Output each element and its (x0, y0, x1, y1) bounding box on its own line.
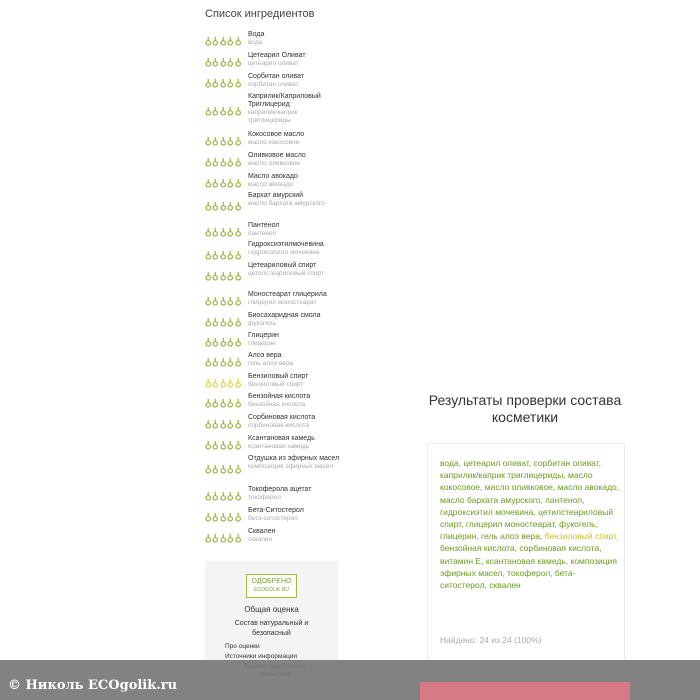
drop-icon (227, 419, 233, 429)
drop-icon (212, 36, 218, 46)
ingredient-name[interactable]: Цетеариловый спирт (248, 262, 317, 269)
drop-icon (235, 106, 241, 116)
drop-icon (205, 378, 211, 388)
drop-icon (205, 317, 211, 327)
ingredient-inci: цетилстеариловый спирт (248, 270, 324, 277)
drop-icon (212, 227, 218, 237)
approved-badge (246, 574, 297, 598)
drop-icon (212, 440, 218, 450)
drop-icon (205, 398, 211, 408)
ingredient-name[interactable]: Вода (248, 31, 265, 38)
drop-icon (220, 533, 226, 543)
drop-icon (205, 157, 211, 167)
rating-icons (205, 225, 241, 237)
ingredients-title: Список ингредиентов (205, 8, 315, 20)
drop-icon (205, 201, 211, 211)
drop-icon (212, 337, 218, 347)
drop-icon (212, 106, 218, 116)
drop-icon (220, 136, 226, 146)
drop-icon (205, 36, 211, 46)
drop-icon (227, 136, 233, 146)
ingredient-name[interactable]: Цетеарил Оливат (248, 52, 306, 59)
rating-icons (205, 155, 241, 167)
drop-icon (205, 357, 211, 367)
badge-line2: ECOGOLIK.RU (254, 587, 289, 593)
ingredient-text (248, 93, 340, 124)
drop-icon (220, 378, 226, 388)
drop-icon (227, 378, 233, 388)
drop-icon (220, 36, 226, 46)
ingredient-text (248, 373, 340, 389)
about-ratings-link[interactable]: Про оценки (225, 643, 260, 650)
drop-icon (235, 533, 241, 543)
ingredient-text (248, 435, 340, 451)
ingredient-inci: сорбитан оливат (248, 81, 299, 88)
ingredient-name[interactable]: Оливковое масло (248, 152, 306, 159)
rating-icons (205, 489, 241, 501)
ingredient-name[interactable]: Бархат амурский (248, 192, 304, 199)
ingredient-inci: бензиловый спирт (248, 381, 304, 388)
ingredient-inci: бензойная кислота (248, 401, 306, 408)
ingredient-text (248, 73, 340, 89)
ingredient-inci: токоферол (248, 494, 281, 501)
ingredient-inci: сорбиновая кислота (248, 422, 310, 429)
drop-icon (205, 533, 211, 543)
drop-icon (235, 57, 241, 67)
ingredient-text (248, 222, 340, 238)
rating-icons (205, 104, 241, 116)
ingredient-text (248, 486, 340, 502)
drop-icon (235, 440, 241, 450)
ingredient-text (248, 352, 340, 368)
ingredient-inci: вода (248, 39, 263, 46)
drop-icon (220, 106, 226, 116)
drop-icon (235, 250, 241, 260)
ingredient-name[interactable]: Сорбитан оливат (248, 73, 304, 80)
drop-icon (212, 419, 218, 429)
drop-icon (235, 419, 241, 429)
results-text-before: вода, цетеарил оливат, сорбитан оливат, каприлик/каприк триглицериды, масло кокосовое, масло оливковое, масло авокадо, масло бархата амурского, пантенол, гидроксиэтил мочевина, цетилстеариловый спирт, глицерил моностеарат, фукогель, глицерин, гель алоэ вера, (440, 458, 620, 542)
rating-icons (205, 417, 241, 429)
ingredient-inci: гель алоэ вера (248, 360, 294, 367)
drop-icon (205, 78, 211, 88)
drop-icon (220, 357, 226, 367)
drop-icon (220, 398, 226, 408)
ingredient-text (248, 131, 340, 147)
ingredient-text (248, 455, 340, 471)
ingredient-inci: масло оливковое (248, 160, 301, 167)
ingredient-inci: ксантановая камедь (248, 443, 310, 450)
drop-icon (205, 419, 211, 429)
drop-icon (227, 464, 233, 474)
rating-icons (205, 34, 241, 46)
ingredient-name[interactable]: Бензиловый спирт (248, 373, 309, 380)
drop-icon (212, 464, 218, 474)
footer-button[interactable] (420, 682, 630, 700)
drop-icon (212, 491, 218, 501)
drop-icon (220, 440, 226, 450)
drop-icon (227, 250, 233, 260)
drop-icon (220, 464, 226, 474)
ingredient-text (248, 173, 340, 189)
rating-icons (205, 376, 241, 388)
drop-icon (212, 533, 218, 543)
ingredient-inci: гидроксиэтил мочевина (248, 249, 320, 256)
ingredient-name[interactable]: Гидроксиэтилмочевина (248, 241, 324, 248)
ingredient-text (248, 152, 340, 168)
ingredient-inci: сквален (248, 536, 273, 543)
ingredient-text (248, 312, 340, 328)
drop-icon (212, 57, 218, 67)
ingredient-inci: масло бархата амурского (248, 200, 325, 207)
drop-icon (220, 491, 226, 501)
drop-icon (205, 136, 211, 146)
drop-icon (205, 464, 211, 474)
drop-icon (235, 201, 241, 211)
ingredient-name[interactable]: Пантенол (248, 222, 280, 229)
ingredient-inci: масло авокадо (248, 181, 294, 188)
ingredient-text (248, 241, 340, 257)
ingredient-text (248, 507, 340, 523)
drop-icon (220, 250, 226, 260)
drop-icon (227, 357, 233, 367)
drop-icon (220, 57, 226, 67)
rating-icons (205, 531, 241, 543)
ingredient-inci: цетеарил оливат (248, 60, 299, 67)
drop-icon (205, 227, 211, 237)
rating-icons (205, 134, 241, 146)
ingredient-inci: каприлик/каприк триглицериды (248, 109, 298, 124)
drop-icon (205, 512, 211, 522)
drop-icon (235, 357, 241, 367)
rating-icons (205, 176, 241, 188)
drop-icon (227, 512, 233, 522)
ingredient-name[interactable]: Глицерин (248, 332, 279, 339)
ingredient-text (248, 332, 340, 348)
drop-icon (205, 296, 211, 306)
drop-icon (227, 78, 233, 88)
rating-icons (205, 510, 241, 522)
drop-icon (227, 227, 233, 237)
ingredient-text (248, 31, 340, 47)
drop-icon (227, 491, 233, 501)
drop-icon (205, 106, 211, 116)
ingredient-text (248, 192, 340, 208)
drop-icon (212, 398, 218, 408)
overall-label: Общая оценка (244, 605, 299, 614)
drop-icon (212, 78, 218, 88)
rating-icons (205, 438, 241, 450)
rating-icons (205, 355, 241, 367)
drop-icon (205, 271, 211, 281)
drop-icon (235, 78, 241, 88)
drop-icon (212, 296, 218, 306)
drop-icon (220, 512, 226, 522)
ingredient-inci: фукогель (248, 320, 276, 327)
drop-icon (227, 201, 233, 211)
ingredient-name[interactable]: Кокосовое масло (248, 131, 305, 138)
rating-icons (205, 396, 241, 408)
drop-icon (235, 178, 241, 188)
results-ingredients-text (440, 457, 620, 591)
results-title: Результаты проверки состава косметики (428, 392, 622, 425)
rating-icons (205, 335, 241, 347)
drop-icon (212, 201, 218, 211)
ingredient-name[interactable]: Сквален (248, 528, 276, 535)
drop-icon (212, 136, 218, 146)
results-text-after: бензойная кислота, сорбиновая кислота, витамин Е, ксантановая камедь, композиция эфирных масел, токоферол, бета-ситостерол, сквален (440, 543, 617, 591)
drop-icon (227, 57, 233, 67)
drop-icon (212, 178, 218, 188)
drop-icon (235, 317, 241, 327)
drop-icon (235, 157, 241, 167)
drop-icon (212, 250, 218, 260)
rating-icons (205, 199, 241, 211)
drop-icon (235, 337, 241, 347)
natural-label: Состав натуральный и безопасный (234, 620, 309, 637)
found-count: Найдено: 24 из 24 (100%) (440, 635, 542, 645)
drop-icon (220, 157, 226, 167)
drop-icon (220, 227, 226, 237)
drop-icon (205, 57, 211, 67)
ingredient-inci: глицерин (248, 340, 276, 347)
ingredient-name[interactable]: Моностеарат глицерила (248, 291, 327, 298)
drop-icon (212, 317, 218, 327)
drop-icon (227, 106, 233, 116)
ingredient-name[interactable]: Сорбиновая кислота (248, 414, 316, 421)
ingredient-name[interactable]: Масло авокадо (248, 173, 298, 180)
drop-icon (205, 440, 211, 450)
drop-icon (235, 36, 241, 46)
results-card (427, 443, 625, 661)
drop-icon (227, 178, 233, 188)
ingredient-text (248, 52, 340, 68)
sources-link[interactable]: Источники информации (225, 653, 298, 660)
drop-icon (227, 36, 233, 46)
drop-icon (220, 317, 226, 327)
drop-icon (227, 296, 233, 306)
drop-icon (227, 337, 233, 347)
rating-icons (205, 76, 241, 88)
drop-icon (220, 296, 226, 306)
ingredient-name[interactable]: Токоферола ацетат (248, 486, 312, 493)
drop-icon (235, 378, 241, 388)
drop-icon (212, 157, 218, 167)
drop-icon (235, 271, 241, 281)
ingredient-name[interactable]: Ксантановая камедь (248, 435, 315, 442)
rating-icons (205, 315, 241, 327)
rating-icons (205, 269, 241, 281)
drop-icon (212, 512, 218, 522)
ingredient-inci: бета-ситостерол (248, 515, 298, 522)
ingredient-inci: масло кокосовое (248, 139, 300, 146)
drop-icon (220, 78, 226, 88)
ingredient-text (248, 414, 340, 430)
drop-icon (220, 178, 226, 188)
watermark-text: © Николь ECOgolik.ru (8, 678, 178, 693)
ingredient-text (248, 393, 340, 409)
drop-icon (227, 317, 233, 327)
drop-icon (220, 201, 226, 211)
drop-icon (205, 250, 211, 260)
drop-icon (220, 419, 226, 429)
badge-line1: ОДОБРЕНО (251, 578, 292, 585)
drop-icon (235, 512, 241, 522)
drop-icon (235, 464, 241, 474)
drop-icon (220, 271, 226, 281)
drop-icon (205, 178, 211, 188)
ingredient-inci: пантенол (248, 230, 277, 237)
drop-icon (212, 378, 218, 388)
drop-icon (227, 271, 233, 281)
results-text-highlight: бензиловый спирт, (544, 531, 619, 542)
rating-icons (205, 294, 241, 306)
drop-icon (212, 357, 218, 367)
ingredient-inci: композиция эфирных масел (248, 463, 334, 470)
ingredient-name[interactable]: Каприлик/Каприловый Триглицерид (248, 93, 321, 108)
drop-icon (235, 296, 241, 306)
rating-icons (205, 248, 241, 260)
drop-icon (235, 398, 241, 408)
ingredient-name[interactable]: Биосахаридная смола (248, 312, 321, 319)
ingredient-text (248, 528, 340, 544)
rating-icons (205, 55, 241, 67)
drop-icon (205, 491, 211, 501)
ingredient-name[interactable]: Бета-Ситостерол (248, 507, 304, 514)
ingredient-name[interactable]: Алоэ вера (248, 352, 282, 359)
drop-icon (212, 271, 218, 281)
drop-icon (227, 157, 233, 167)
drop-icon (227, 533, 233, 543)
drop-icon (227, 398, 233, 408)
ingredient-text (248, 262, 340, 278)
ingredient-text (248, 291, 340, 307)
ingredient-inci: глицерил моностеарат (248, 299, 317, 306)
drop-icon (205, 337, 211, 347)
ingredient-name[interactable]: Отдушка из эфирных масел (248, 455, 340, 462)
drop-icon (220, 337, 226, 347)
rating-icons (205, 462, 241, 474)
drop-icon (235, 227, 241, 237)
drop-icon (235, 491, 241, 501)
ingredient-name[interactable]: Бензойная кислота (248, 393, 311, 400)
drop-icon (235, 136, 241, 146)
drop-icon (227, 440, 233, 450)
